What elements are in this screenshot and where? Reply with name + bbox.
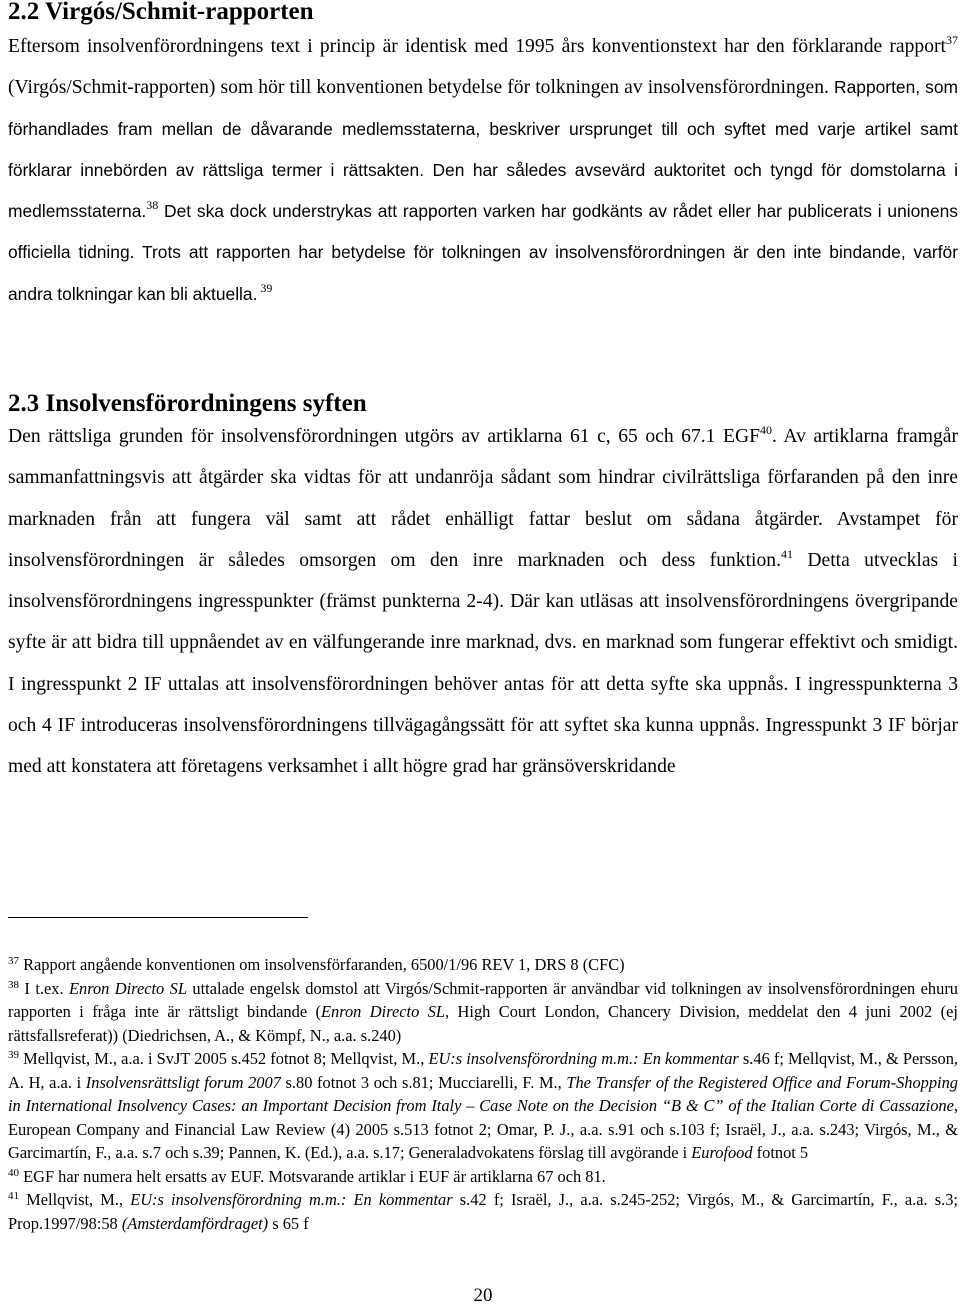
page-number: 20 [473, 1285, 493, 1306]
footnote-number: 39 [8, 1049, 19, 1061]
footnote-text: fotnot 5 [752, 1143, 809, 1162]
book-title: Insolvensrättsligt forum 2007 [85, 1072, 281, 1092]
footnote-text: EGF har numera helt ersatts av EUF. Motsvarande artiklar i EUF är artiklarna 67 och 81. [19, 1166, 606, 1186]
paragraph-text: . Av artiklarna framgår sammanfattningsvis att åtgärder ska vidtas för att undanröja sådant som hindrar civilrättsliga förfaranden på den inre marknaden från att fungera väl samt att rådet enhälligt fattar beslut om sådana åtgärder. Avstampet för insolvensförordningen är således omsorgen om den inre marknaden och dess funktion. [8, 426, 959, 571]
footnote-text: s 65 f [268, 1213, 309, 1233]
footnote-number: 38 [8, 978, 19, 991]
paragraph-text: Detta utvecklas i insolvensförordningens ingresspunkter (främst punkterna 2-4). Där kan utläsas att insolvensförordningens övergripande syfte är att bidra till uppnåendet av en välfungerande inre marknad, dvs. en marknad som fungerar effektivt och smidigt. I ingresspunkt 2 IF uttalas att insolvensförordningen behöver antas för att detta syfte ska uppnås. I ingresspunkterna 3 och 4 IF introduceras insolvensförordningens tillvägagångssätt för att syftet ska kunna uppnås. Ingresspunkt 3 IF börjar med att konstatera att företagens verksamhet i allt högre grad har gränsöverskridande [8, 549, 958, 778]
section-heading-syften: 2.3 Insolvensförordningens syften [8, 390, 367, 417]
paragraph-text: Det ska dock understrykas att rapporten varken har godkänts av rådet eller har publicerats i unionens officiella tidning. Trots att rapporten har betydelse för tolkningen av insolvensförordningen är den inte bindande, varför andra tolkningar kan bli aktuella. [8, 201, 958, 304]
footnote-37 [8, 953, 958, 977]
paragraph-text: Den rättsliga grunden för insolvensförordningen utgörs av artiklarna 61 c, 65 och 67.1 EGF [8, 426, 761, 447]
footnote-text: s.42 f; Israël, J., a.a. s.245-252; Virgós, M., & Garcimartín, F., a.a. s.3; Prop.1997/98:58 [8, 1190, 958, 1233]
footnote-38 [8, 977, 958, 1048]
footnote-ref-38[interactable]: 38 [146, 198, 159, 213]
paragraph-text: (Virgós/Schmit-rapporten) som hör till konventionen betydelse för tolkningen av insolvensförordningen. [8, 77, 835, 99]
footnote-text: , High Court London, Chancery Division, meddelat den 4 juni 2002 (ej rättsfallsreferat)) (Diedrichsen, A., & Kömpf, N., a.a. s.240) [8, 1002, 958, 1045]
book-title: EU:s insolvensförordning m.m.: En kommentar [130, 1190, 453, 1209]
footnote-39 [8, 1047, 958, 1165]
footnote-text: , European Company and Financial Law Review (4) 2005 s.513 fotnot 2; Omar, P. J., a.a. s.91 och s.103 f; Israël, J., a.a. s.243; Virgós, M., & Garcimartín, F., a.a. s.7 och s.39; Pannen, K. (Ed.), a.a. s.17; Generaladvokatens förslag till avgörande i [8, 1096, 958, 1162]
footnote-text: s.46 f; Mellqvist, M., & Persson, A. H, a.a. i [8, 1049, 958, 1092]
article-title: The Transfer of the Registered Office and Forum-Shopping in International Insolvency Cases: an Important Decision from Italy – Case Note on the Decision “B & C” of the Italian Corte di Cassazione [8, 1072, 958, 1115]
paragraph-virgos-schmit [8, 26, 958, 315]
paragraph-text: Rapporten, som förhandlades fram mellan de dåvarande medlemsstaterna, beskriver ursprunget till och syftet med varje artikel samt förklarar innebörden av rättsliga termer i rättsakten. Den har således avsevärd auktoritet och tyngd för domstolarna i medlemsstaterna. [8, 77, 958, 222]
case-name: Enron Directo SL [68, 978, 187, 998]
footnote-ref-40[interactable]: 40 [760, 423, 773, 437]
section-heading-virgos-schmit: 2.2 Virgós/Schmit-rapporten [8, 0, 314, 25]
case-name: Enron Directo SL [321, 1002, 446, 1021]
footnote-text: Rapport angående konventionen om insolvensförfaranden, 6500/1/96 REV 1, DRS 8 (CFC) [19, 955, 625, 974]
footnote-ref-41[interactable]: 41 [780, 546, 793, 561]
footnote-text: s.80 fotnot 3 och s.81; Mucciarelli, F. M., [280, 1072, 567, 1092]
footnote-separator [8, 917, 308, 918]
book-title: (Amsterdamfördraget) [121, 1213, 269, 1233]
footnote-text: I t.ex. [19, 978, 69, 998]
footnote-ref-37[interactable]: 37 [946, 33, 958, 47]
paragraph-text: Eftersom insolvenförordningens text i princip är identisk med 1995 års konventionstext har den förklarande rapport [8, 36, 946, 57]
footnotes [8, 953, 958, 1235]
footnote-number: 37 [8, 955, 19, 967]
footnote-number: 41 [8, 1190, 19, 1202]
footnote-40 [8, 1165, 958, 1189]
footnote-number: 40 [8, 1166, 19, 1179]
footnote-ref-39[interactable]: 39 [257, 280, 273, 295]
footnote-41 [8, 1188, 958, 1235]
case-name: Eurofood [691, 1143, 753, 1162]
footnote-text: Mellqvist, M., [19, 1190, 131, 1209]
footnote-text: uttalade engelsk domstol att Virgós/Schmit-rapporten är användbar vid tolkningen av insolvensförordningen ehuru rapporten i fråga inte är rättsligt bindande ( [8, 978, 958, 1021]
footnote-text: Mellqvist, M., a.a. i SvJT 2005 s.452 fotnot 8; Mellqvist, M., [19, 1049, 429, 1068]
book-title: EU:s insolvensförordning m.m.: En kommentar [428, 1049, 739, 1068]
paragraph-syften [8, 416, 958, 788]
